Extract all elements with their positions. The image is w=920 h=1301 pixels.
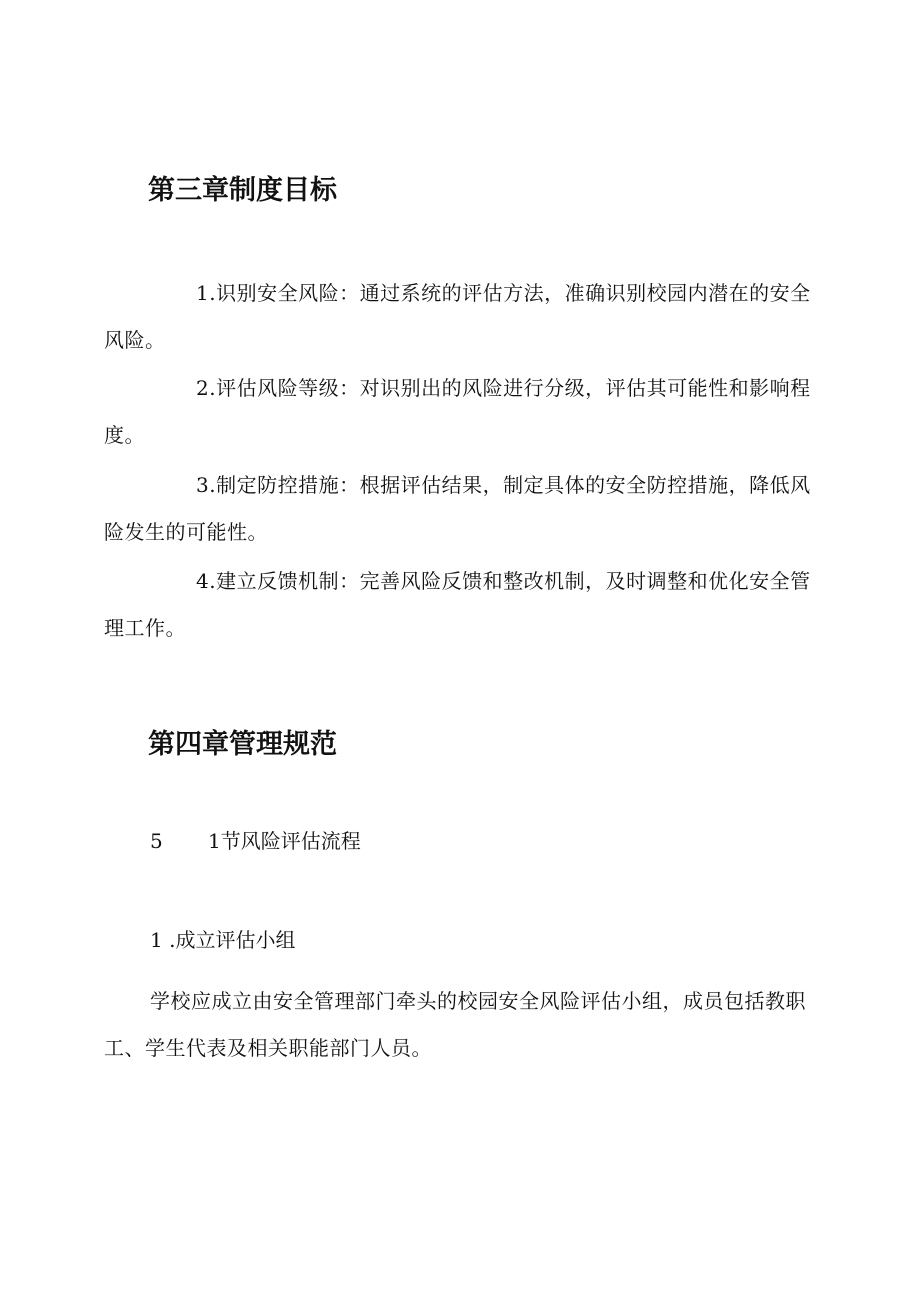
item-number: 3 — [196, 473, 210, 497]
section-heading — [150, 825, 361, 854]
body-paragraph: 学校应成立由安全管理部门牵头的校园安全风险评估小组，成员包括教职工、学生代表及相关职能部门人员。 — [104, 989, 806, 1060]
section-number: 5 — [150, 829, 163, 853]
list-item — [104, 365, 820, 459]
section-title: 1节风险评估流程 — [208, 829, 361, 853]
list-item — [104, 558, 820, 652]
list-item — [104, 270, 820, 364]
item-text: .识别安全风险：通过系统的评估方法，准确识别校园内潜在的安全风险。 — [104, 281, 811, 352]
item-text: .建立反馈机制：完善风险反馈和整改机制，及时调整和优化安全管理工作。 — [104, 569, 811, 640]
chapter4-title: 第四章管理规范 — [148, 729, 337, 760]
list-item — [104, 462, 820, 556]
subheading: 1 .成立评估小组 — [150, 928, 296, 952]
item-text: .制定防控措施：根据评估结果，制定具体的安全防控措施，降低风险发生的可能性。 — [104, 473, 811, 544]
item-number: 2 — [196, 376, 210, 400]
chapter3-title: 第三章制度目标 — [148, 175, 337, 206]
item-number: 1 — [196, 281, 210, 305]
item-text: .评估风险等级：对识别出的风险进行分级，评估其可能性和影响程度。 — [104, 376, 811, 447]
item-number: 4 — [196, 569, 210, 593]
